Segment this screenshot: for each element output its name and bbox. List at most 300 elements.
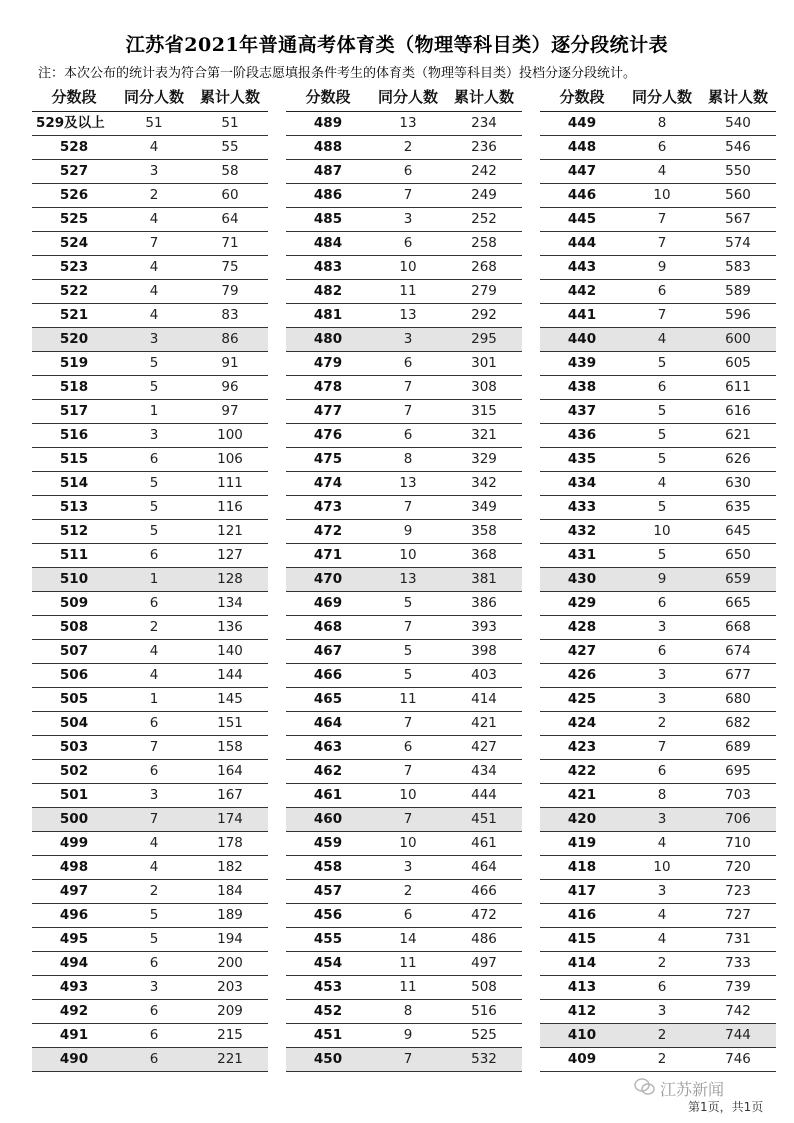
table-row bbox=[540, 304, 776, 328]
count-cell: 3 bbox=[149, 979, 159, 995]
count-cell: 6 bbox=[657, 979, 667, 995]
count-cell: 2 bbox=[149, 619, 159, 635]
cumulative-cell: 444 bbox=[471, 787, 497, 803]
count-cell: 10 bbox=[399, 835, 417, 851]
table-row bbox=[32, 280, 268, 304]
score-cell: 486 bbox=[313, 187, 343, 203]
score-cell: 499 bbox=[59, 835, 89, 851]
table-column-3 bbox=[540, 84, 776, 1072]
table-row bbox=[540, 520, 776, 544]
count-cell: 6 bbox=[657, 643, 667, 659]
score-cell: 430 bbox=[567, 571, 597, 587]
cumulative-cell: 215 bbox=[217, 1027, 243, 1043]
cumulative-cell: 427 bbox=[471, 739, 497, 755]
table-row bbox=[32, 712, 268, 736]
count-cell: 11 bbox=[399, 979, 417, 995]
score-cell: 475 bbox=[313, 451, 343, 467]
cumulative-cell: 739 bbox=[725, 979, 751, 995]
score-cell: 468 bbox=[313, 619, 343, 635]
count-cell: 7 bbox=[403, 379, 413, 395]
cumulative-cell: 393 bbox=[471, 619, 497, 635]
score-cell: 454 bbox=[313, 955, 343, 971]
cumulative-cell: 209 bbox=[217, 1003, 243, 1019]
score-cell: 495 bbox=[59, 931, 89, 947]
cumulative-cell: 91 bbox=[221, 355, 239, 371]
count-cell: 5 bbox=[403, 595, 413, 611]
count-cell: 5 bbox=[149, 907, 159, 923]
cumulative-cell: 315 bbox=[471, 403, 497, 419]
cumulative-cell: 321 bbox=[471, 427, 497, 443]
score-cell: 452 bbox=[313, 1003, 343, 1019]
score-cell: 523 bbox=[59, 259, 89, 275]
count-cell: 5 bbox=[149, 931, 159, 947]
cumulative-cell: 621 bbox=[725, 427, 751, 443]
count-cell: 6 bbox=[149, 595, 159, 611]
score-cell: 489 bbox=[313, 115, 343, 131]
table-row bbox=[32, 328, 268, 352]
cumulative-cell: 128 bbox=[217, 571, 243, 587]
cumulative-cell: 144 bbox=[217, 667, 243, 683]
table-row bbox=[286, 784, 522, 808]
count-cell: 13 bbox=[399, 307, 417, 323]
table-row bbox=[286, 112, 522, 136]
cumulative-cell: 71 bbox=[221, 235, 239, 251]
cumulative-cell: 398 bbox=[471, 643, 497, 659]
cumulative-cell: 134 bbox=[217, 595, 243, 611]
count-cell: 6 bbox=[403, 739, 413, 755]
table-row bbox=[540, 136, 776, 160]
table-row bbox=[540, 208, 776, 232]
table-row bbox=[286, 352, 522, 376]
table-row bbox=[540, 592, 776, 616]
score-cell: 493 bbox=[59, 979, 89, 995]
table-row bbox=[32, 256, 268, 280]
score-cell: 515 bbox=[59, 451, 89, 467]
cumulative-cell: 292 bbox=[471, 307, 497, 323]
count-cell: 7 bbox=[403, 715, 413, 731]
table-row bbox=[540, 376, 776, 400]
count-cell: 9 bbox=[403, 1027, 413, 1043]
cumulative-cell: 434 bbox=[471, 763, 497, 779]
score-cell: 508 bbox=[59, 619, 89, 635]
score-cell: 483 bbox=[313, 259, 343, 275]
table-row bbox=[540, 976, 776, 1000]
table-row bbox=[32, 208, 268, 232]
count-cell: 2 bbox=[657, 1027, 667, 1043]
page-title: 江苏省2021年普通高考体育类（物理等科目类）逐分段统计表 bbox=[125, 34, 669, 56]
count-cell: 3 bbox=[657, 883, 667, 899]
cumulative-cell: 720 bbox=[725, 859, 751, 875]
count-cell: 9 bbox=[657, 571, 667, 587]
table-row bbox=[32, 304, 268, 328]
cumulative-cell: 611 bbox=[725, 379, 751, 395]
table-row bbox=[286, 904, 522, 928]
cumulative-cell: 381 bbox=[471, 571, 497, 587]
cumulative-cell: 136 bbox=[217, 619, 243, 635]
count-cell: 7 bbox=[403, 619, 413, 635]
score-cell: 438 bbox=[567, 379, 597, 395]
score-cell: 419 bbox=[567, 835, 597, 851]
cumulative-cell: 342 bbox=[471, 475, 497, 491]
table-row bbox=[540, 184, 776, 208]
count-cell: 7 bbox=[403, 1051, 413, 1067]
count-cell: 6 bbox=[149, 763, 159, 779]
cumulative-cell: 680 bbox=[725, 691, 751, 707]
cumulative-cell: 121 bbox=[217, 523, 243, 539]
table-row bbox=[286, 616, 522, 640]
count-cell: 7 bbox=[403, 187, 413, 203]
count-cell: 4 bbox=[149, 835, 159, 851]
score-cell: 418 bbox=[567, 859, 597, 875]
cumulative-cell: 127 bbox=[217, 547, 243, 563]
table-row bbox=[286, 544, 522, 568]
count-cell: 7 bbox=[403, 811, 413, 827]
cumulative-cell: 368 bbox=[471, 547, 497, 563]
score-cell: 412 bbox=[567, 1003, 597, 1019]
score-cell: 435 bbox=[567, 451, 597, 467]
table-row bbox=[540, 256, 776, 280]
count-cell: 4 bbox=[149, 667, 159, 683]
cumulative-cell: 279 bbox=[471, 283, 497, 299]
table-row bbox=[540, 784, 776, 808]
score-cell: 492 bbox=[59, 1003, 89, 1019]
score-cell: 458 bbox=[313, 859, 343, 875]
cumulative-cell: 106 bbox=[217, 451, 243, 467]
score-cell: 528 bbox=[59, 139, 89, 155]
cumulative-cell: 83 bbox=[221, 307, 239, 323]
table-row bbox=[32, 1024, 268, 1048]
cumulative-cell: 466 bbox=[471, 883, 497, 899]
cumulative-cell: 258 bbox=[471, 235, 497, 251]
count-cell: 6 bbox=[149, 451, 159, 467]
count-cell: 5 bbox=[657, 427, 667, 443]
cumulative-cell: 616 bbox=[725, 403, 751, 419]
score-cell: 433 bbox=[567, 499, 597, 515]
count-cell: 1 bbox=[149, 403, 159, 419]
count-cell: 4 bbox=[657, 475, 667, 491]
count-cell: 3 bbox=[403, 211, 413, 227]
score-cell: 410 bbox=[567, 1027, 597, 1043]
count-cell: 5 bbox=[657, 499, 667, 515]
table-row bbox=[32, 424, 268, 448]
cumulative-cell: 145 bbox=[217, 691, 243, 707]
cumulative-cell: 497 bbox=[471, 955, 497, 971]
cumulative-cell: 386 bbox=[471, 595, 497, 611]
score-cell: 459 bbox=[313, 835, 343, 851]
score-cell: 437 bbox=[567, 403, 597, 419]
score-cell: 431 bbox=[567, 547, 597, 563]
count-cell: 7 bbox=[403, 403, 413, 419]
score-cell: 512 bbox=[59, 523, 89, 539]
score-cell: 473 bbox=[313, 499, 343, 515]
cumulative-cell: 249 bbox=[471, 187, 497, 203]
cumulative-cell: 546 bbox=[725, 139, 751, 155]
table-row bbox=[540, 160, 776, 184]
score-cell: 413 bbox=[567, 979, 597, 995]
score-cell: 522 bbox=[59, 283, 89, 299]
table-row bbox=[286, 328, 522, 352]
table-row bbox=[32, 736, 268, 760]
cumulative-cell: 746 bbox=[725, 1051, 751, 1067]
count-cell: 3 bbox=[657, 619, 667, 635]
column-header: 累计人数 bbox=[199, 88, 260, 106]
count-cell: 7 bbox=[657, 739, 667, 755]
score-cell: 456 bbox=[313, 907, 343, 923]
table-row bbox=[32, 832, 268, 856]
table-header bbox=[286, 84, 522, 112]
table-row bbox=[286, 160, 522, 184]
score-cell: 505 bbox=[59, 691, 89, 707]
score-cell: 504 bbox=[59, 715, 89, 731]
cumulative-cell: 221 bbox=[217, 1051, 243, 1067]
cumulative-cell: 508 bbox=[471, 979, 497, 995]
count-cell: 6 bbox=[149, 1027, 159, 1043]
cumulative-cell: 252 bbox=[471, 211, 497, 227]
table-row bbox=[540, 712, 776, 736]
cumulative-cell: 178 bbox=[217, 835, 243, 851]
cumulative-cell: 635 bbox=[725, 499, 751, 515]
score-cell: 466 bbox=[313, 667, 343, 683]
table-row bbox=[32, 568, 268, 592]
table-row bbox=[540, 568, 776, 592]
count-cell: 1 bbox=[149, 691, 159, 707]
score-cell: 446 bbox=[567, 187, 597, 203]
count-cell: 7 bbox=[149, 739, 159, 755]
table-row bbox=[540, 640, 776, 664]
column-header: 同分人数 bbox=[631, 88, 692, 106]
cumulative-cell: 605 bbox=[725, 355, 751, 371]
score-cell: 474 bbox=[313, 475, 343, 491]
count-cell: 7 bbox=[149, 811, 159, 827]
count-cell: 2 bbox=[657, 715, 667, 731]
score-cell: 425 bbox=[567, 691, 597, 707]
cumulative-cell: 158 bbox=[217, 739, 243, 755]
score-cell: 501 bbox=[59, 787, 89, 803]
count-cell: 4 bbox=[657, 835, 667, 851]
cumulative-cell: 560 bbox=[725, 187, 751, 203]
count-cell: 7 bbox=[403, 499, 413, 515]
table-row bbox=[32, 640, 268, 664]
score-cell: 420 bbox=[567, 811, 597, 827]
score-cell: 432 bbox=[567, 523, 597, 539]
score-cell: 428 bbox=[567, 619, 597, 635]
score-cell: 447 bbox=[567, 163, 597, 179]
score-cell: 507 bbox=[59, 643, 89, 659]
cumulative-cell: 626 bbox=[725, 451, 751, 467]
score-cell: 462 bbox=[313, 763, 343, 779]
score-cell: 513 bbox=[59, 499, 89, 515]
table-row bbox=[32, 928, 268, 952]
table-row bbox=[286, 1024, 522, 1048]
cumulative-cell: 600 bbox=[725, 331, 751, 347]
score-cell: 439 bbox=[567, 355, 597, 371]
score-cell: 517 bbox=[59, 403, 89, 419]
table-row bbox=[286, 424, 522, 448]
table-row bbox=[540, 472, 776, 496]
cumulative-cell: 184 bbox=[217, 883, 243, 899]
table-row bbox=[32, 112, 268, 136]
cumulative-cell: 140 bbox=[217, 643, 243, 659]
table-row bbox=[286, 376, 522, 400]
score-cell: 521 bbox=[59, 307, 89, 323]
table-row bbox=[32, 352, 268, 376]
score-cell: 460 bbox=[313, 811, 343, 827]
count-cell: 6 bbox=[403, 427, 413, 443]
score-cell: 444 bbox=[567, 235, 597, 251]
cumulative-cell: 689 bbox=[725, 739, 751, 755]
cumulative-cell: 706 bbox=[725, 811, 751, 827]
count-cell: 5 bbox=[403, 643, 413, 659]
table-column-2 bbox=[286, 84, 522, 1072]
table-row bbox=[32, 784, 268, 808]
table-row bbox=[540, 496, 776, 520]
count-cell: 4 bbox=[657, 931, 667, 947]
count-cell: 7 bbox=[657, 211, 667, 227]
count-cell: 11 bbox=[399, 691, 417, 707]
score-cell: 455 bbox=[313, 931, 343, 947]
cumulative-cell: 630 bbox=[725, 475, 751, 491]
count-cell: 5 bbox=[657, 451, 667, 467]
cumulative-cell: 516 bbox=[471, 1003, 497, 1019]
score-cell: 527 bbox=[59, 163, 89, 179]
score-cell: 467 bbox=[313, 643, 343, 659]
cumulative-cell: 723 bbox=[725, 883, 751, 899]
cumulative-cell: 414 bbox=[471, 691, 497, 707]
cumulative-cell: 268 bbox=[471, 259, 497, 275]
table-row bbox=[540, 616, 776, 640]
score-cell: 509 bbox=[59, 595, 89, 611]
score-cell: 434 bbox=[567, 475, 597, 491]
cumulative-cell: 358 bbox=[471, 523, 497, 539]
score-cell: 506 bbox=[59, 667, 89, 683]
score-cell: 449 bbox=[567, 115, 597, 131]
cumulative-cell: 295 bbox=[471, 331, 497, 347]
cumulative-cell: 731 bbox=[725, 931, 751, 947]
table-column-1 bbox=[32, 84, 268, 1072]
table-row bbox=[540, 400, 776, 424]
cumulative-cell: 236 bbox=[471, 139, 497, 155]
count-cell: 8 bbox=[403, 451, 413, 467]
table-row bbox=[286, 136, 522, 160]
count-cell: 4 bbox=[149, 283, 159, 299]
table-row bbox=[540, 736, 776, 760]
score-cell: 500 bbox=[59, 811, 89, 827]
wechat-icon bbox=[634, 1077, 656, 1097]
cumulative-cell: 674 bbox=[725, 643, 751, 659]
table-row bbox=[286, 1048, 522, 1072]
count-cell: 10 bbox=[399, 547, 417, 563]
cumulative-cell: 116 bbox=[217, 499, 243, 515]
score-cell: 463 bbox=[313, 739, 343, 755]
table-row bbox=[540, 880, 776, 904]
count-cell: 6 bbox=[403, 163, 413, 179]
score-cell: 445 bbox=[567, 211, 597, 227]
table-row bbox=[286, 256, 522, 280]
table-row bbox=[32, 760, 268, 784]
count-cell: 7 bbox=[657, 235, 667, 251]
score-cell: 480 bbox=[313, 331, 343, 347]
table-row bbox=[286, 760, 522, 784]
table-row bbox=[286, 1000, 522, 1024]
table-row bbox=[32, 376, 268, 400]
score-cell: 488 bbox=[313, 139, 343, 155]
table-row bbox=[32, 976, 268, 1000]
table-row bbox=[286, 976, 522, 1000]
table-row bbox=[286, 736, 522, 760]
score-cell: 503 bbox=[59, 739, 89, 755]
column-header: 分数段 bbox=[559, 88, 605, 106]
score-cell: 461 bbox=[313, 787, 343, 803]
cumulative-cell: 695 bbox=[725, 763, 751, 779]
table-row bbox=[286, 952, 522, 976]
table-row bbox=[540, 856, 776, 880]
count-cell: 4 bbox=[657, 331, 667, 347]
score-cell: 487 bbox=[313, 163, 343, 179]
count-cell: 6 bbox=[403, 355, 413, 371]
cumulative-cell: 111 bbox=[217, 475, 243, 491]
table-row bbox=[286, 928, 522, 952]
table-row bbox=[286, 184, 522, 208]
table-row bbox=[32, 472, 268, 496]
table-row bbox=[286, 592, 522, 616]
count-cell: 5 bbox=[657, 547, 667, 563]
score-cell: 476 bbox=[313, 427, 343, 443]
table-row bbox=[32, 496, 268, 520]
score-cell: 502 bbox=[59, 763, 89, 779]
column-header: 累计人数 bbox=[453, 88, 514, 106]
cumulative-cell: 727 bbox=[725, 907, 751, 923]
score-cell: 464 bbox=[313, 715, 343, 731]
table-row bbox=[286, 856, 522, 880]
table-row bbox=[286, 808, 522, 832]
table-row bbox=[286, 232, 522, 256]
count-cell: 13 bbox=[399, 571, 417, 587]
cumulative-cell: 742 bbox=[725, 1003, 751, 1019]
score-cell: 443 bbox=[567, 259, 597, 275]
count-cell: 3 bbox=[403, 859, 413, 875]
cumulative-cell: 486 bbox=[471, 931, 497, 947]
score-cell: 422 bbox=[567, 763, 597, 779]
cumulative-cell: 461 bbox=[471, 835, 497, 851]
cumulative-cell: 596 bbox=[725, 307, 751, 323]
score-cell: 482 bbox=[313, 283, 343, 299]
score-cell: 457 bbox=[313, 883, 343, 899]
table-row bbox=[540, 832, 776, 856]
table-row bbox=[32, 616, 268, 640]
table-row bbox=[32, 808, 268, 832]
cumulative-cell: 151 bbox=[217, 715, 243, 731]
cumulative-cell: 464 bbox=[471, 859, 497, 875]
cumulative-cell: 733 bbox=[725, 955, 751, 971]
score-cell: 498 bbox=[59, 859, 89, 875]
table-row bbox=[540, 664, 776, 688]
table-row bbox=[32, 856, 268, 880]
table-row bbox=[540, 904, 776, 928]
table-row bbox=[540, 1000, 776, 1024]
count-cell: 4 bbox=[149, 211, 159, 227]
table-row bbox=[540, 232, 776, 256]
count-cell: 9 bbox=[403, 523, 413, 539]
table-row bbox=[32, 1000, 268, 1024]
score-cell: 417 bbox=[567, 883, 597, 899]
cumulative-cell: 567 bbox=[725, 211, 751, 227]
score-cell: 470 bbox=[313, 571, 343, 587]
count-cell: 2 bbox=[657, 955, 667, 971]
count-cell: 13 bbox=[399, 475, 417, 491]
table-row bbox=[32, 136, 268, 160]
table-row bbox=[32, 688, 268, 712]
count-cell: 3 bbox=[149, 427, 159, 443]
